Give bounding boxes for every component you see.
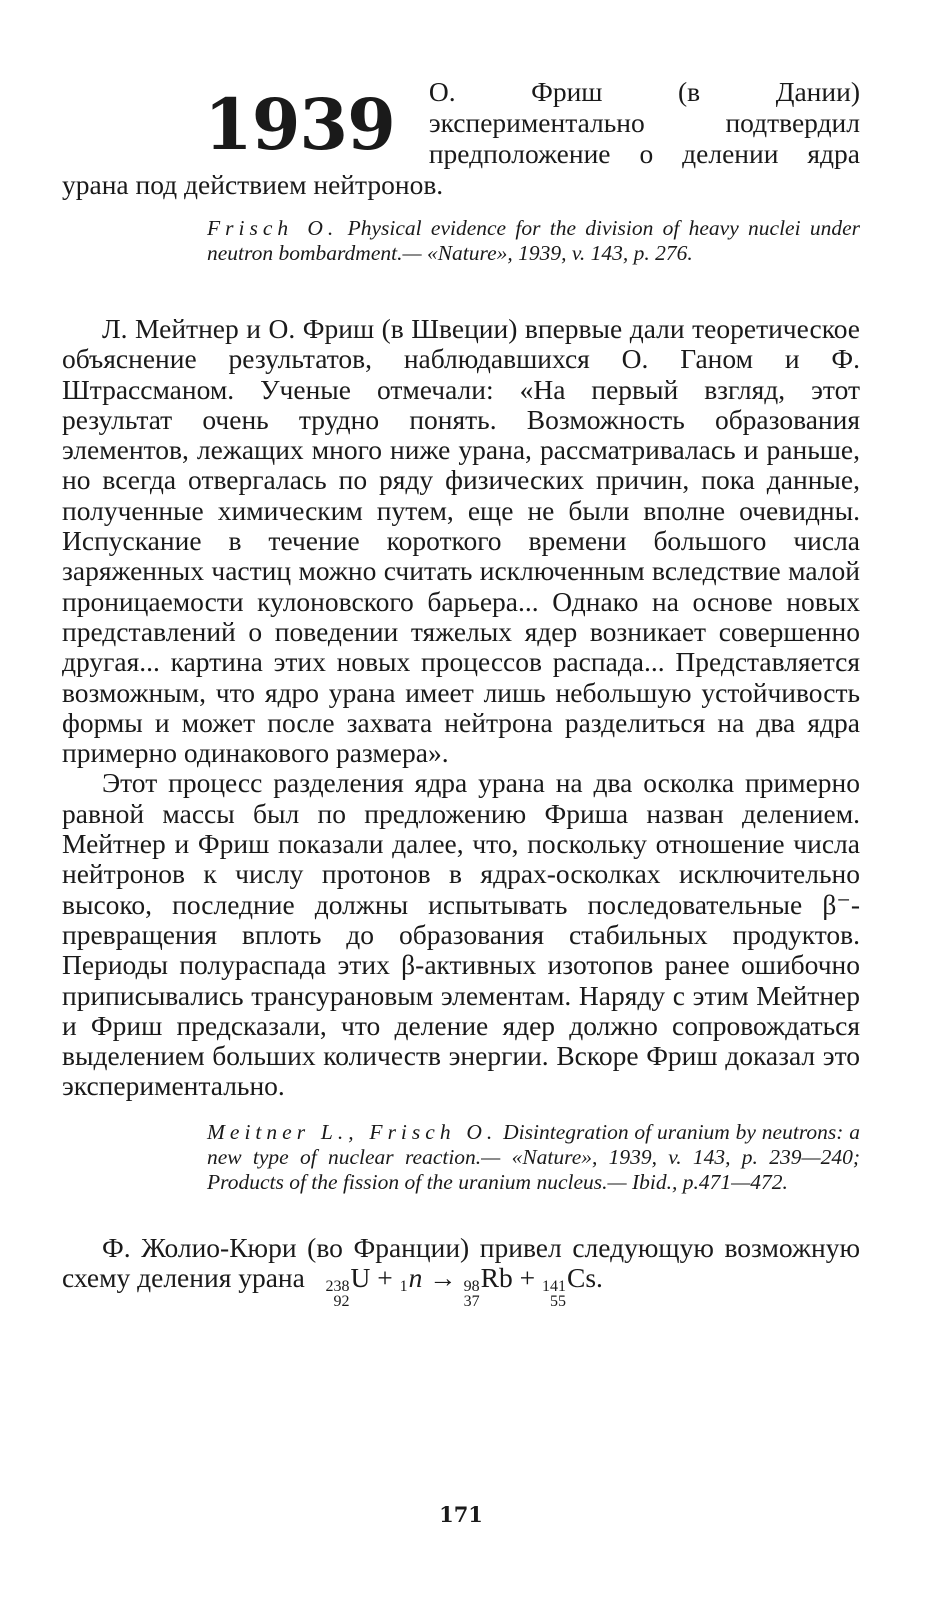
intro-text: О. Фриш (в Дании) экспериментально подтвердил предположение о делении ядра урана под действием нейтронов. [62,76,860,200]
plus-sign: + [377,1262,393,1294]
cesium-isotope-numbers: 141 55 [541,1278,566,1311]
reference-author: Frisch O. [207,216,339,240]
year-heading: 1939 [204,83,395,166]
intro-block [62,76,860,200]
uranium-isotope-numbers: 238 92 [325,1278,350,1311]
reference-text: Disintegration of uranium by neutrons: a new type of nuclear reaction.— «Nature», 1939, v. 143, p. 239—240; Products of the fission of the uranium nucleus.— Ibid., p.471—472. [207,1119,860,1194]
reference-author: Meitner L., Frisch O. [207,1119,498,1144]
fission-equation [312,1262,603,1311]
book-page [62,76,860,1527]
uranium-symbol: U [350,1262,371,1294]
reference-frisch [207,216,860,266]
page-number: 171 [439,1502,483,1527]
cesium-symbol: Cs [566,1262,597,1294]
paragraph-text: Ф. Жолио-Кюри (во Франции) привел следующую возможную схему деления урана [62,1231,860,1294]
reference-meitner-frisch [207,1120,860,1195]
rubidium-symbol: Rb [480,1262,513,1294]
rubidium-isotope-numbers: 98 37 [463,1278,480,1311]
arrow-icon: → [429,1262,457,1294]
plus-sign: + [519,1262,536,1294]
paragraph-meitner-frisch: Л. Мейтнер и О. Фриш (в Швеции) впервые дали теоретическое объяснение результатов, наблюдавшихся О. Ганом и Ф. Штрассманом. Ученые отмечали: «На первый взгляд, этот результат очень трудно понять. Возможность образования элементов, лежащих много ниже урана, рассматривалась и раньше, но всегда отвергалась по ряду физических причин, пока данные, полученные химическим путем, еще не были вполне очевидны. Испускание в течение короткого времени большого числа заряженных частиц можно считать исключенным вследствие малой проницаемости кулоновского барьера... Однако на основе новых представлений о поведении тяжелых ядер возникает совершенно другая... картина этих новых процессов распада... Представляется возможным, что ядро урана имеет лишь небольшую устойчивость формы и может после захвата нейтрона разделиться на два ядра примерно одинакового размера». [62,313,860,769]
neutron-mass: 1 [399,1278,408,1296]
equation-period: . [596,1262,603,1294]
reference-text: Physical evidence for the division of heavy nuclei under neutron bombardment.— «Nature», 1939, v. 143, p. 276. [207,216,860,265]
paragraph-fission: Этот процесс разделения ядра урана на два осколка примерно равной массы был по предложению Фриша назван делением. Мейтнер и Фриш показали далее, что, поскольку отношение числа нейтронов к числу протонов в ядрах-осколках исключительно высоко, последние должны испытывать последовательные β⁻-превращения вплоть до образования стабильных продуктов. Периоды полураспада этих β-активных изотопов ранее ошибочно приписывались трансурановым элементам. Наряду с этим Мейтнер и Фриш предсказали, что деление ядер должно сопровождаться выделением больших количеств энергии. Вскоре Фриш доказал это экспериментально. [62,767,860,1102]
neutron-symbol: n [408,1262,423,1294]
paragraph-joliot-curie [62,1233,860,1309]
